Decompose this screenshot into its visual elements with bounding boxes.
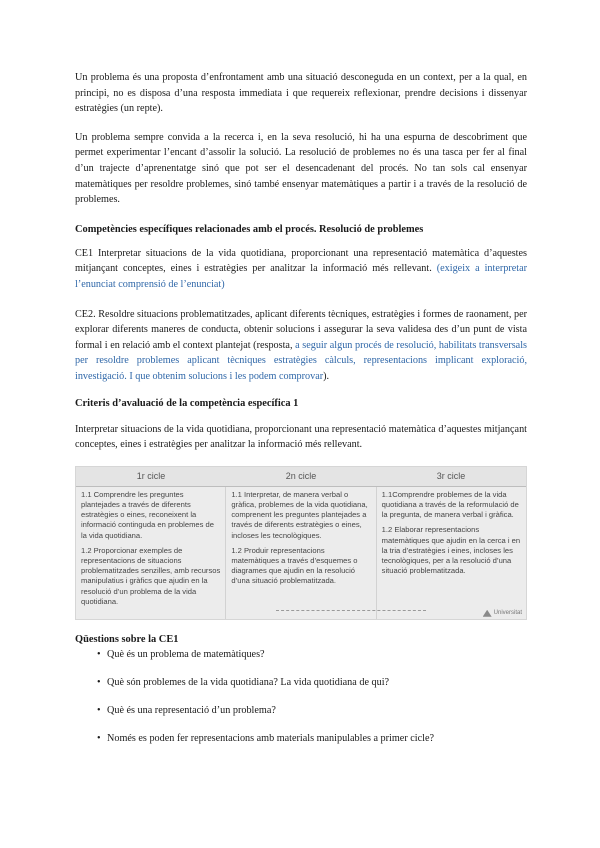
criterion-1-1-cycle-2: 1.1 Interpretar, de manera verbal o gràfica, problemes de la vida quotidiana, comprenent les preguntes plantejades a través de diferents estratègies o eines, incloses les tecnològiques. bbox=[231, 489, 368, 540]
ce1-annotation: (exigeix a interpretar l’enunciat comprensió de l’enunciat) bbox=[75, 263, 527, 290]
university-logo bbox=[483, 610, 522, 617]
questions-list bbox=[75, 647, 527, 746]
list-item-question-4: • Només es poden fer representacions amb materials manipulables a primer cicle? bbox=[107, 731, 527, 746]
heading-specific-competences: Competències específiques relacionades amb el procés. Resolució de problemes bbox=[75, 223, 424, 235]
paragraph-ce1 bbox=[75, 246, 527, 293]
dashed-divider bbox=[276, 610, 426, 611]
table-header-cycle-3: 3r cicle bbox=[436, 470, 466, 481]
ce2-text: CE2. Resoldre situacions problematitzades, aplicant diferents tècniques, estratègies i formes de raonament, per explorar diferents maneres de conducta, obtenir solucions i assegurar la seva validesa des d’un punt de vista formal i en relació amb el context plantejat (resposta, bbox=[75, 308, 527, 351]
table-cell-cycle-2 bbox=[225, 487, 375, 620]
table-cell-cycle-1 bbox=[76, 487, 225, 620]
paragraph-criteria: Interpretar situacions de la vida quotidiana, proporcionant una representació matemàtica d’aquestes mitjançant conceptes, eines i estratègies per analitzar la informació més rellevant. bbox=[75, 423, 527, 451]
list-item-question-2: • Què són problemes de la vida quotidiana? La vida quotidiana de qui? bbox=[107, 675, 527, 690]
paragraph-ce2 bbox=[75, 307, 527, 385]
document-page bbox=[75, 70, 527, 746]
criterion-1-2-cycle-3: 1.2 Elaborar representacions matemàtiques que ajudin en la cerca i en la tria d’estratègies i eines, incloses les tecnològiques, per a la resolució d’una situació problematitzada. bbox=[381, 525, 521, 576]
criterion-1-1-cycle-3: 1.1Comprendre problemes de la vida quotidiana a través de la reformulació de la pregunta, de manera verbal i gràfica. bbox=[381, 489, 519, 520]
university-logo-icon bbox=[483, 610, 492, 617]
table-header-cycle-2: 2n cicle bbox=[285, 470, 317, 481]
university-logo-text: Universitat bbox=[493, 610, 522, 617]
table-header-row bbox=[76, 467, 526, 487]
criterion-1-2-cycle-2: 1.2 Produir representacions matemàtiques a través d’esquemes o diagrames que ajudin en la resolució d’una situació problematitzada. bbox=[231, 545, 358, 586]
list-item-question-1: • Què és un problema de matemàtiques? bbox=[107, 647, 527, 662]
criteria-table-image bbox=[75, 466, 527, 620]
heading-ce1-questions: Qüestions sobre la CE1 bbox=[75, 633, 179, 645]
list-item-question-3: • Què és una representació d’un problema? bbox=[107, 703, 527, 718]
table-cell-cycle-3 bbox=[376, 487, 526, 620]
heading-evaluation-criteria: Criteris d’avaluació de la competència específica 1 bbox=[75, 397, 299, 409]
ce2-tail: ). bbox=[323, 370, 330, 382]
ce1-text: CE1 Interpretar situacions de la vida quotidiana, proporcionant una representació matemàtica d’aquestes mitjançant conceptes, eines i estratègies per analitzar la informació més rellevant. bbox=[75, 247, 527, 275]
criterion-1-2-cycle-1: 1.2 Proporcionar exemples de representacions de situacions problematitzades senzilles, amb recursos manipulatius i gràfics que ajudin en la resolució d’un problema de la vida quotidiana. bbox=[81, 545, 221, 606]
table-header-cycle-1: 1r cicle bbox=[136, 470, 166, 481]
paragraph-problem-discovery: Un problema sempre convida a la recerca i, en la seva resolució, hi ha una espurna de descobriment que permet experimentar l’encant d’assolir la solució. La resolució de problemes no és una tasca per fer al final d’un trajecte d’aprenentatge sinó que pot ser el desencadenant del procés. No tan sols cal ensenyar matemàtiques per resoldre problemes, sinó també ensenyar matemàtiques a partir i a través de la resolució de problemes. bbox=[75, 131, 527, 206]
table-body-row bbox=[76, 487, 526, 620]
ce2-annotation: a seguir algun procés de resolució, habilitats transversals per resoldre problemes aplicant tècniques estratègies càlculs, representacions implicant exploració, investigació. I que obtenim solucions i les podem comprovar bbox=[75, 339, 527, 382]
paragraph-problem-definition: Un problema és una proposta d’enfrontament amb una situació desconeguda en un context, per a la qual, en principi, no es disposa d’una resposta immediata i que requereix reflexionar, prendre decisions i dissenyar estratègies (un repte). bbox=[75, 72, 527, 115]
criterion-1-1-cycle-1: 1.1 Comprendre les preguntes plantejades a través de diferents estratègies o eines, reconeixent la informació continguda en problemes de la vida quotidiana. bbox=[81, 489, 214, 540]
